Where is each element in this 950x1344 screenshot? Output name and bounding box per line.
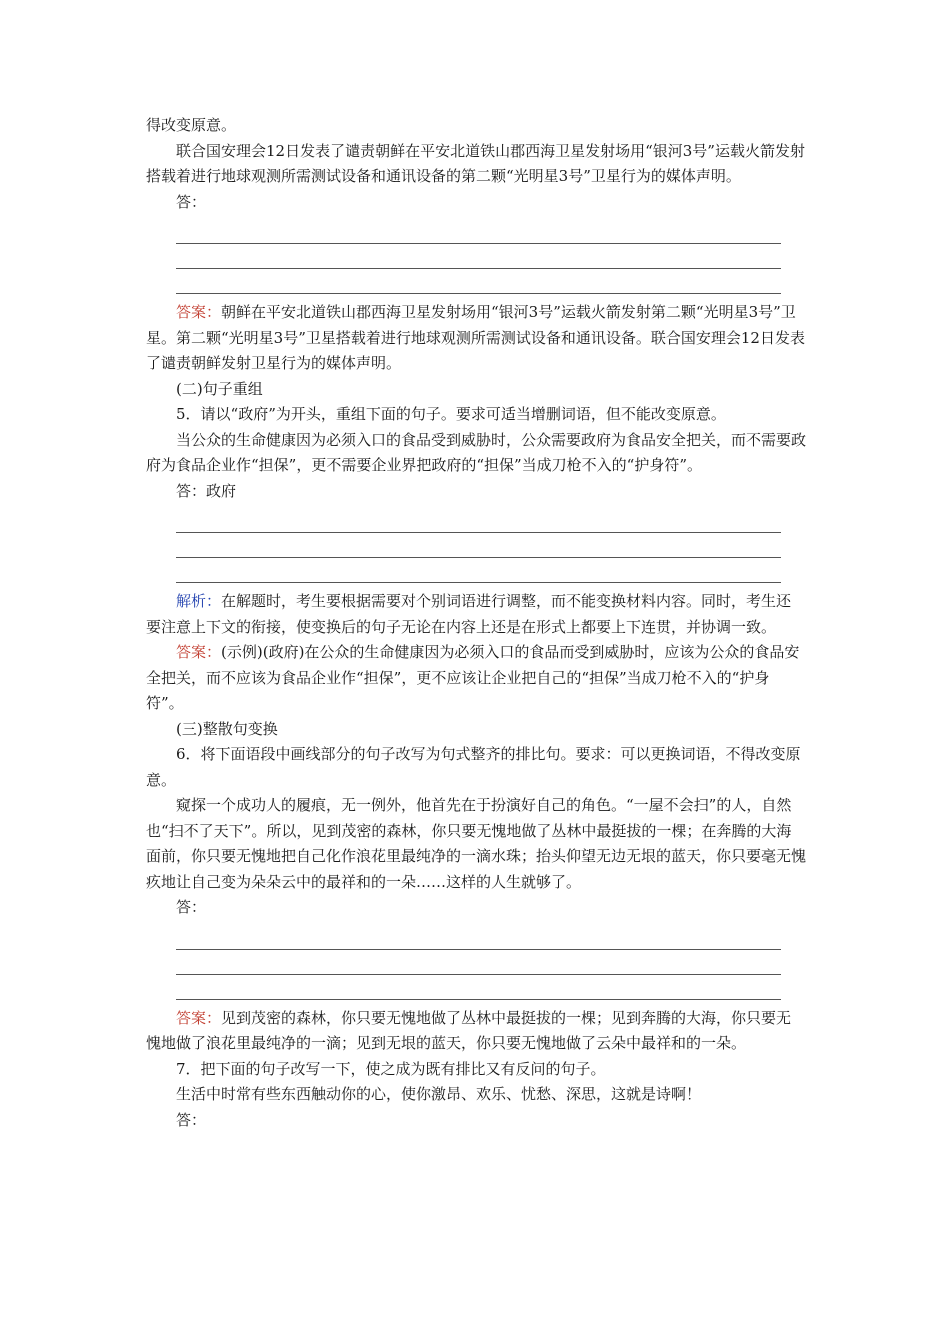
analysis-paragraph	[146, 589, 806, 640]
answer-lines[interactable]	[176, 508, 781, 583]
answer-line[interactable]	[176, 219, 781, 244]
analysis-label: 解析：	[176, 592, 222, 610]
answer-label: 答案：	[176, 1008, 222, 1027]
question-7: 7．把下面的句子改写一下，使之成为既有排比又有反问的句子。	[176, 1059, 606, 1078]
question-material: 联合国安理会12日发表了谴责朝鲜在平安北道铁山郡西海卫星发射场用“银河3号”运载火箭发射搭载着进行地球观测所需测试设备和通讯设备的第二颗“光明星3号”卫星行为的媒体声明。	[146, 141, 805, 185]
answer-text: 见到茂密的森林，你只要无愧地做了丛林中最挺拔的一棵；见到奔腾的大海，你只要无愧地做了浪花里最纯净的一滴；见到无垠的蓝天，你只要无愧地做了云朵中最祥和的一朵。	[146, 1008, 792, 1052]
analysis-text: 在解题时，考生要根据需要对个别词语进行调整，而不能变换材料内容。同时，考生还要注意上下文的衔接，使变换后的句子无论在内容上还是在形式上都要上下连贯，并协调一致。	[146, 592, 792, 636]
answer-text: 朝鲜在平安北道铁山郡西海卫星发射场用“银河3号”运载火箭发射第二颗“光明星3号”卫星。第二颗“光明星3号”卫星搭载着进行地球观测所需测试设备和通讯设备。联合国安理会12日发表了谴责朝鲜发射卫星行为的媒体声明。	[146, 303, 805, 372]
answer-prompt: 答：	[176, 898, 207, 916]
paragraph: 得改变原意。	[146, 116, 237, 134]
answer-line[interactable]	[176, 975, 781, 1000]
answer-paragraph	[146, 1006, 806, 1057]
answer-lines[interactable]	[176, 219, 781, 294]
answer-paragraph	[146, 640, 806, 717]
question-material: 当公众的生命健康因为必须入口的食品受到威胁时，公众需要政府为食品安全把关，而不需要政府为食品企业作“担保”，更不需要企业界把政府的“担保”当成刀枪不入的“护身符”。	[146, 430, 807, 474]
answer-line[interactable]	[176, 950, 781, 975]
question-material: 窥探一个成功人的履痕，无一例外，他首先在于扮演好自己的角色。“一屋不会扫”的人，自然也“扫不了天下”。所以，见到茂密的森林，你只要无愧地做了丛林中最挺拔的一棵；在奔腾的大海面前，你只要无愧地把自己化作浪花里最纯净的一滴水珠；抬头仰望无边无垠的蓝天，你只要毫无愧疚地让自己变为朵朵云中的最祥和的一朵……这样的人生就够了。	[146, 796, 807, 891]
answer-line[interactable]	[176, 925, 781, 950]
answer-line[interactable]	[176, 244, 781, 269]
answer-label: 答案：	[176, 303, 222, 321]
answer-line[interactable]	[176, 269, 781, 294]
answer-line[interactable]	[176, 508, 781, 533]
answer-paragraph	[146, 300, 806, 377]
question-material: 生活中时常有些东西触动你的心，使你激昂、欢乐、忧愁、深思，这就是诗啊！	[176, 1085, 702, 1103]
answer-prompt: 答：政府	[176, 481, 237, 500]
answer-lines[interactable]	[176, 925, 781, 1000]
answer-prompt: 答：	[176, 1110, 207, 1129]
question-6: 6．将下面语段中画线部分的句子改写为句式整齐的排比句。要求：可以更换词语，不得改变原意。	[146, 745, 801, 789]
document-body	[146, 113, 806, 1133]
answer-line[interactable]	[176, 558, 781, 583]
answer-line[interactable]	[176, 533, 781, 558]
section-heading: (三)整散句变换	[176, 719, 278, 738]
answer-text: (示例)(政府)在公众的生命健康因为必须入口的食品而受到威胁时，应该为公众的食品安全把关，而不应该为食品企业作“担保”，更不应该让企业把自己的“担保”当成刀枪不入的“护身符”。	[146, 643, 800, 712]
answer-label: 答案：	[176, 643, 222, 661]
question-5: 5．请以“政府”为开头，重组下面的句子。要求可适当增删词语，但不能改变原意。	[176, 405, 726, 423]
section-heading: (二)句子重组	[176, 379, 263, 398]
answer-prompt: 答：	[176, 192, 207, 211]
